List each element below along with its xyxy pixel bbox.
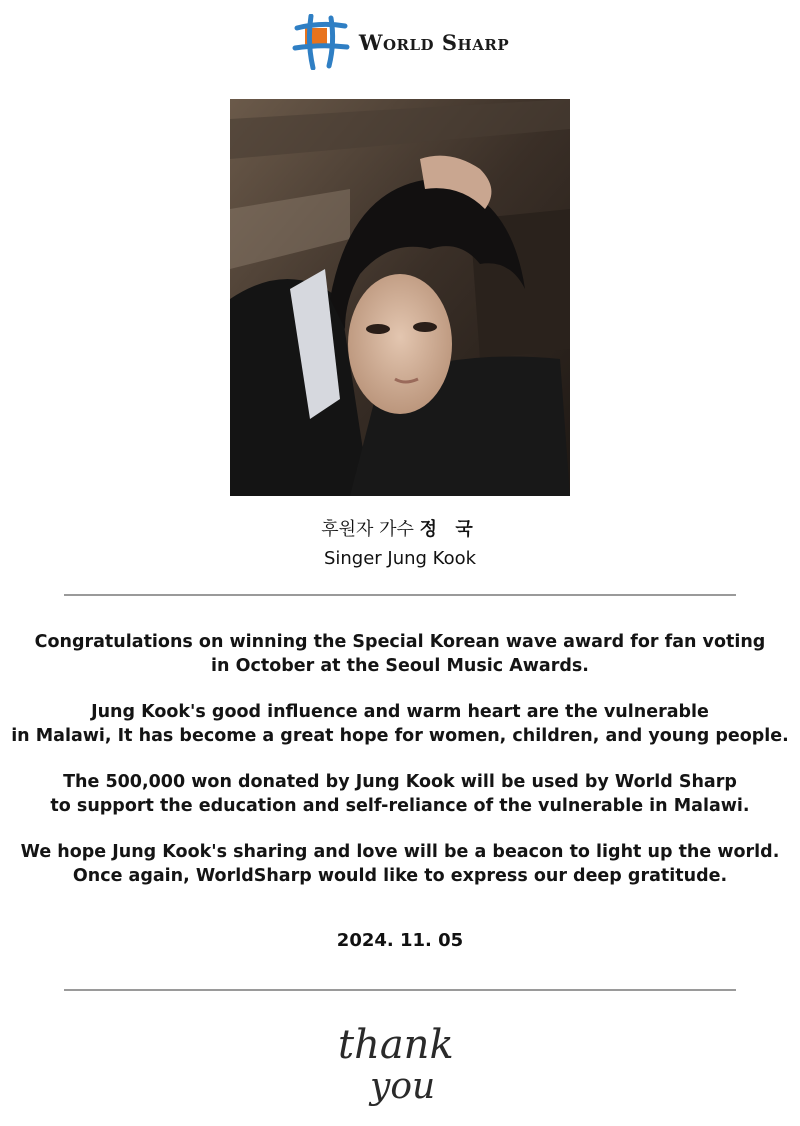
- portrait-photo: [230, 99, 570, 496]
- divider-bottom: [64, 989, 736, 991]
- message-line: We hope Jung Kook's sharing and love will be a beacon to light up the world.: [20, 842, 780, 862]
- letter-date: 2024. 11. 05: [336, 930, 464, 951]
- sponsor-name-kr: 정 국: [419, 519, 479, 540]
- message-line: to support the education and self-reliance of the vulnerable in Malawi.: [50, 796, 750, 816]
- signature-line-1: thank: [338, 1022, 454, 1068]
- message-paragraph: [0, 630, 800, 678]
- message-paragraph: [0, 770, 800, 818]
- message-line: Congratulations on winning the Special Korean wave award for fan voting: [34, 632, 766, 652]
- world-sharp-logo-icon: [291, 14, 351, 70]
- message-line: The 500,000 won donated by Jung Kook will be used by World Sharp: [63, 772, 737, 792]
- signature-line-2: you: [370, 1066, 436, 1107]
- thank-you-signature-icon: [330, 1010, 470, 1110]
- message-line: in Malawi, It has become a great hope for women, children, and young people.: [11, 726, 789, 746]
- org-name: World Sharp: [358, 29, 510, 55]
- message-paragraph: [0, 840, 800, 888]
- message-paragraph: [0, 700, 800, 748]
- sponsor-label-korean: [0, 517, 800, 543]
- message-line: Once again, WorldSharp would like to express our deep gratitude.: [72, 866, 728, 886]
- org-logo: [0, 12, 800, 72]
- sponsor-role-kr: 후원자 가수: [321, 519, 414, 540]
- message-body: [0, 630, 800, 910]
- message-line: in October at the Seoul Music Awards.: [211, 656, 589, 676]
- message-line: Jung Kook's good influence and warm heart are the vulnerable: [91, 702, 709, 722]
- sponsor-name-en: Singer Jung Kook: [323, 548, 477, 569]
- divider-top: [64, 594, 736, 596]
